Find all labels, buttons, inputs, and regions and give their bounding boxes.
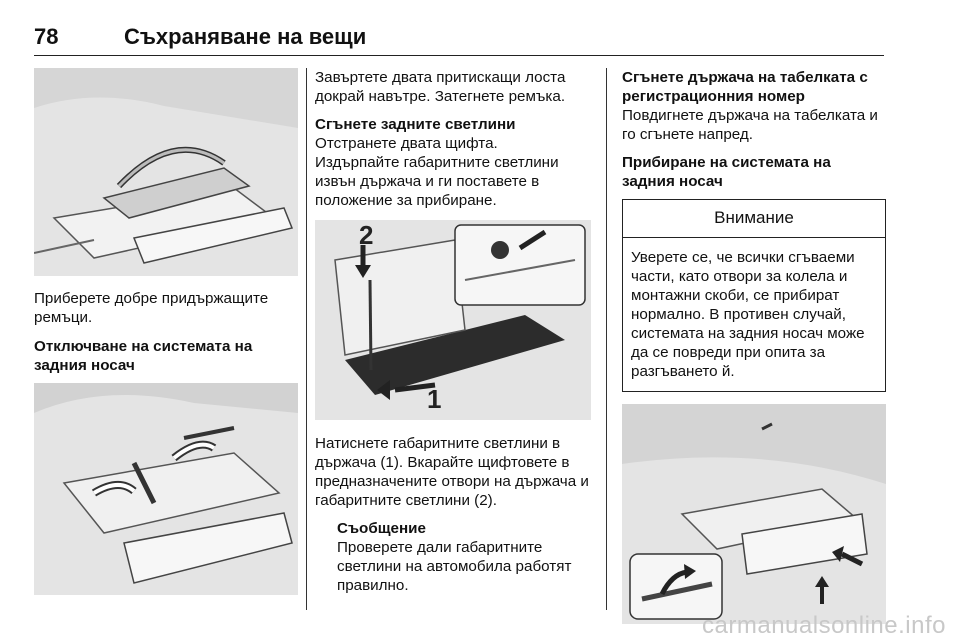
section-heading: Сгънете държача на табелката с регистрационния номер	[622, 69, 868, 105]
note-block	[337, 519, 591, 595]
warning-title: Внимание	[623, 200, 885, 238]
section-heading: Сгънете задните светлини	[315, 116, 516, 133]
section-heading: Отключване на системата на задния носач	[34, 338, 253, 374]
instruction-text: Приберете добре придържащите ремъци.	[34, 290, 269, 326]
section-heading: Прибиране на системата на задния носач	[622, 154, 831, 190]
figure-fold-lights	[315, 220, 591, 420]
page-title: Съхраняване на вещи	[124, 24, 367, 49]
warning-box	[622, 199, 886, 392]
column-1	[34, 68, 298, 595]
instruction-text: Повдигнете държача на табелката и го сгънете напред.	[622, 107, 878, 143]
instruction-text: Издърпайте габаритните светлини извън държача и ги поставете в положение за прибиране.	[315, 154, 559, 209]
note-title: Съобщение	[337, 520, 426, 537]
warning-text: Уверете се, че всички сгъваеми части, като отвори за колела и монтажни скоби, се прибират нормално. В противен случай, системата на задния носач може да се повреди при опита за разгъването й.	[631, 249, 865, 380]
watermark: carmanualsonline.info	[702, 612, 946, 639]
figure-stow-carrier	[622, 404, 886, 624]
column-divider	[606, 68, 607, 610]
note-text: Проверете дали габаритните светлини на автомобила работят правилно.	[337, 539, 572, 594]
callout-number: 2	[359, 220, 374, 250]
header-rule	[34, 55, 884, 56]
figure-unlock-carrier	[34, 383, 298, 595]
instruction-text: Отстранете двата щифта.	[315, 135, 498, 152]
instruction-text: Завъртете двата притискащи лоста докрай навътре. Затегнете ремъка.	[315, 69, 566, 105]
figure-strap-tightening	[34, 68, 298, 276]
column-2	[315, 68, 591, 595]
instruction-text: Натиснете габаритните светлини в държача (1). Вкарайте щифтовете в предназначените отвори на държача и габаритните светлини (2).	[315, 435, 589, 509]
column-divider	[306, 68, 307, 610]
callout-number: 1	[427, 384, 442, 414]
column-3	[622, 68, 886, 624]
page-number: 78	[34, 24, 59, 49]
page-header	[34, 22, 884, 56]
